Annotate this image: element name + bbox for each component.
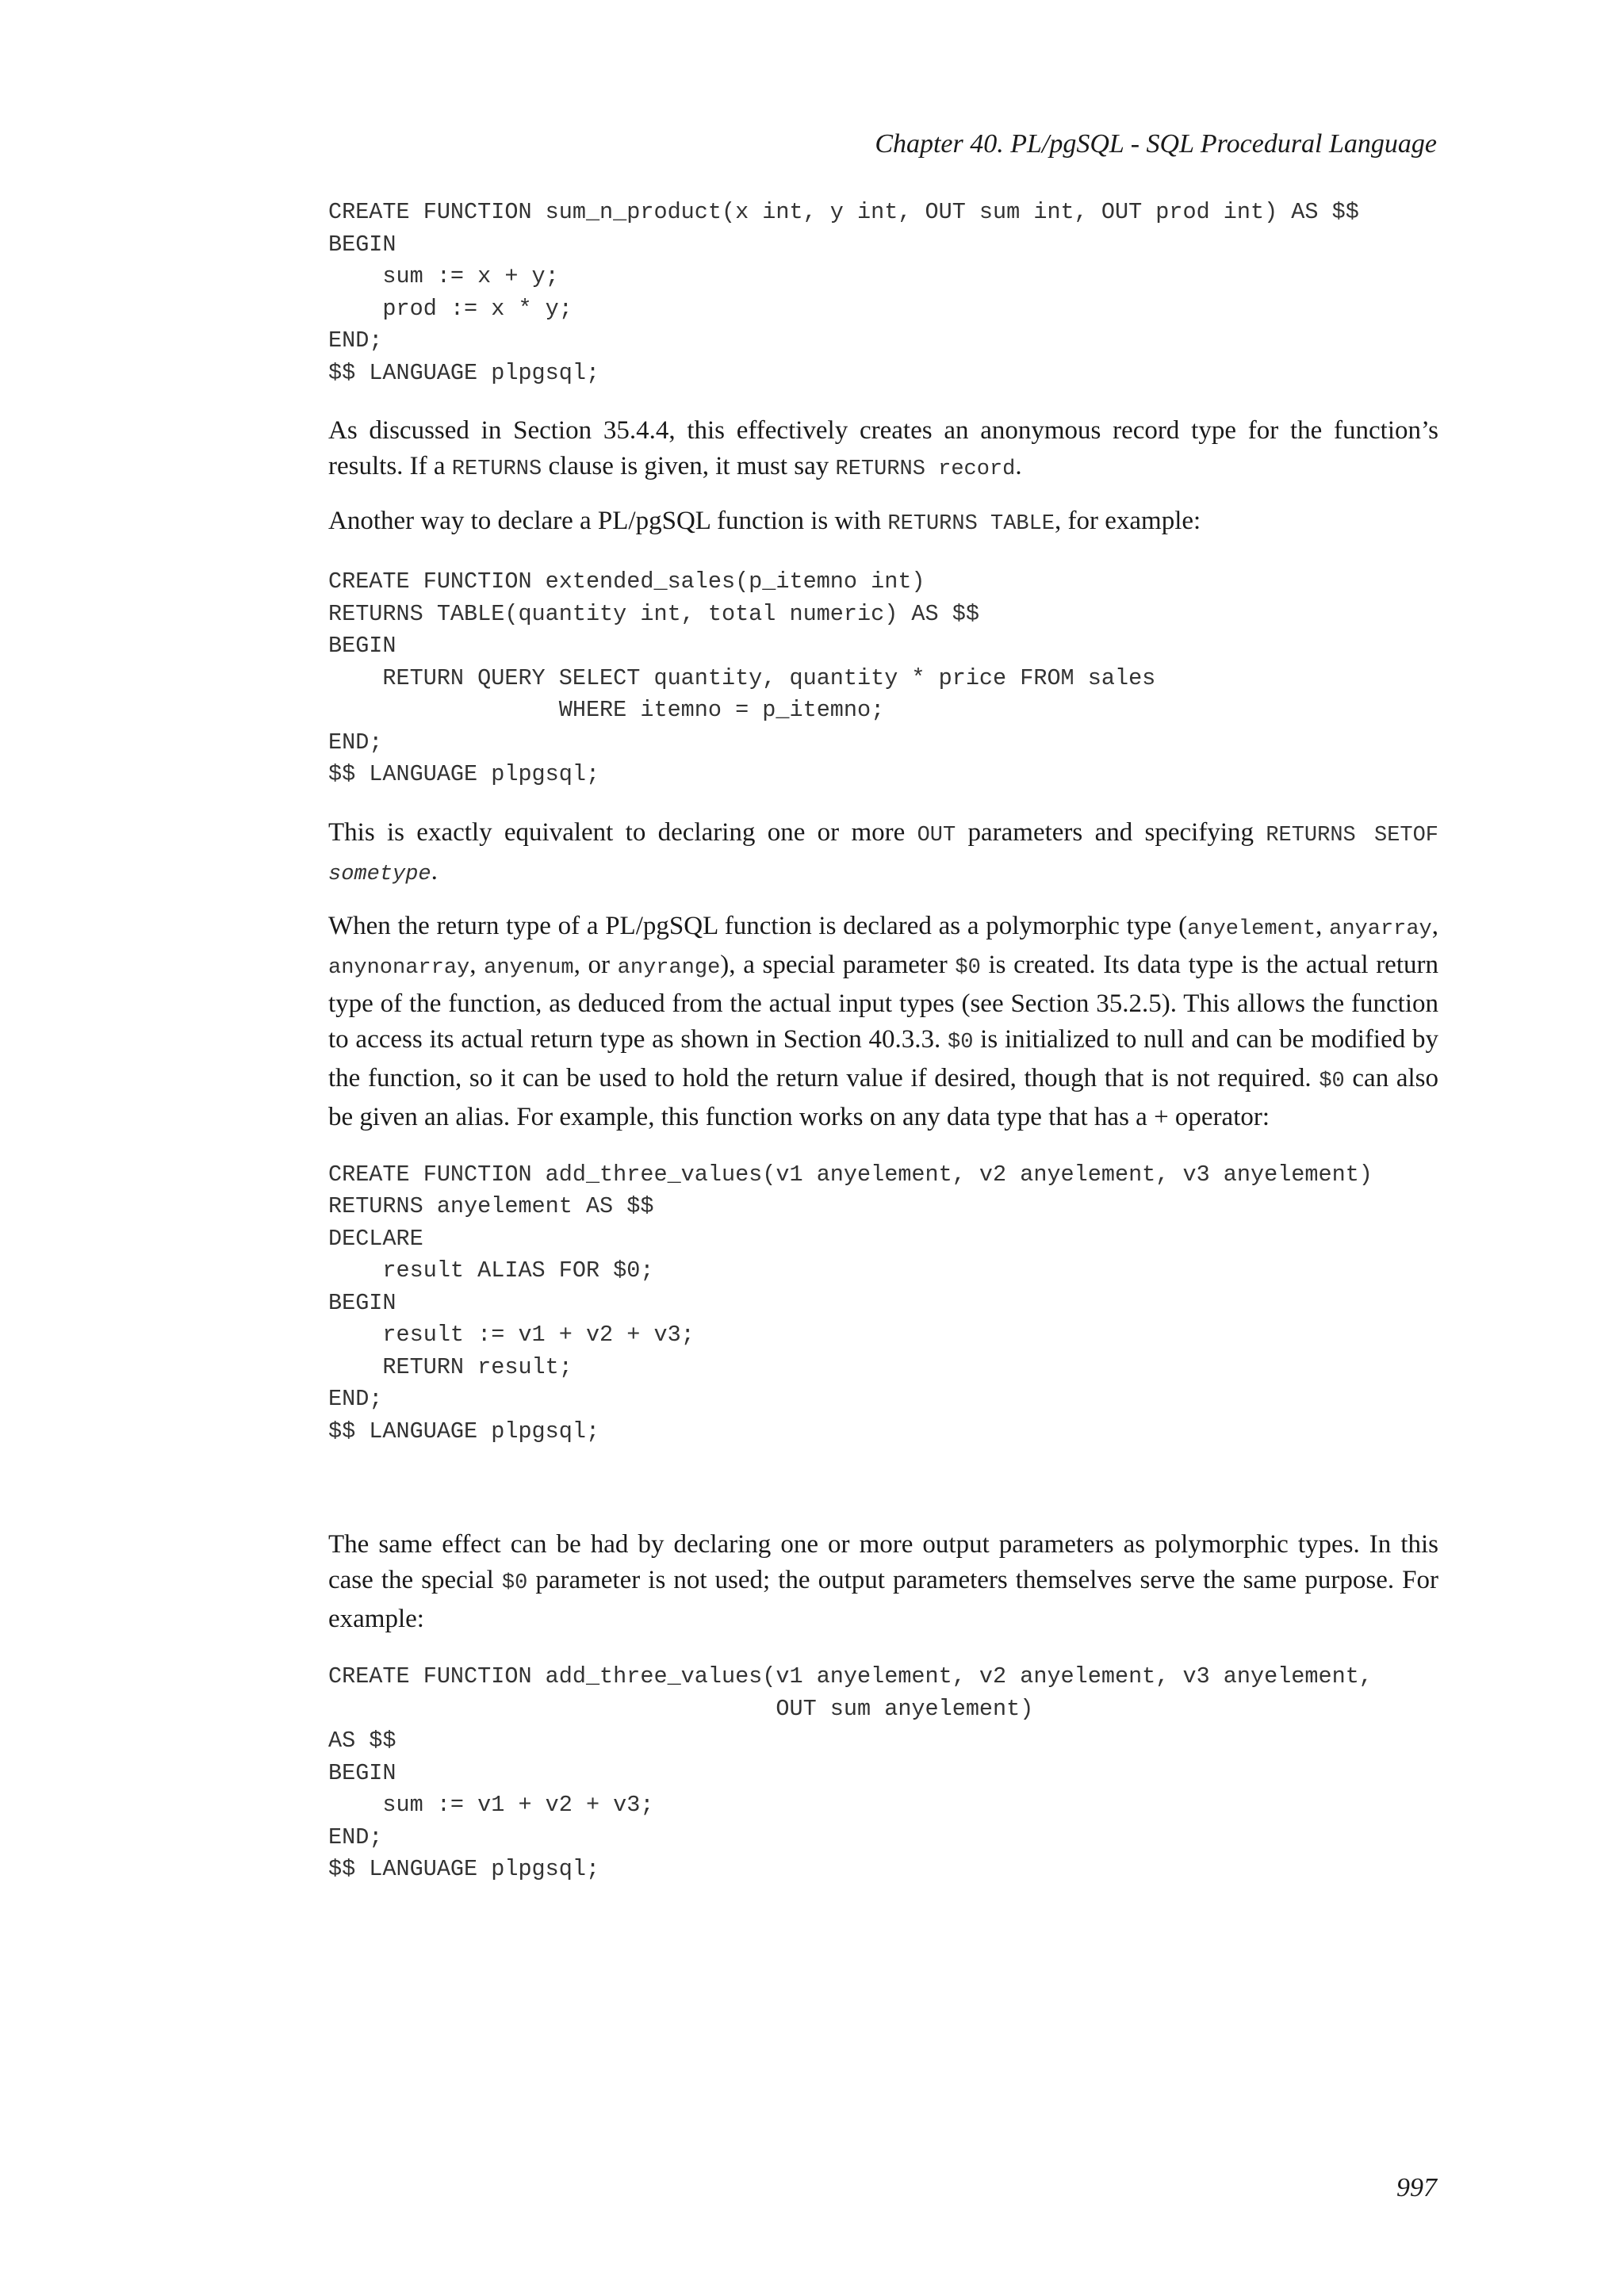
text-run: Another way to declare a PL/pgSQL function is with xyxy=(328,507,888,535)
paragraph-anonymous-record xyxy=(328,413,1438,488)
text-run: The same effect can be had by declaring one or more output parameters as polymorphic types. In this case the special xyxy=(328,1530,1438,1594)
page-number: 997 xyxy=(1396,2173,1437,2202)
code-block-sum-n-product: CREATE FUNCTION sum_n_product(x int, y int, OUT sum int, OUT prod int) AS $$ BEGIN sum := x + y; prod := x * y; END; $$ LANGUAGE plpgsql; xyxy=(328,199,1359,386)
text-run: This is exactly equivalent to declaring one or more xyxy=(328,817,917,847)
paragraph-equivalent-out xyxy=(328,815,1438,893)
code-block-add-three-values-out: CREATE FUNCTION add_three_values(v1 anyelement, v2 anyelement, v3 anyelement, OUT sum anyelement) AS $$ BEGIN sum := v1 + v2 + v3; END; $$ LANGUAGE plpgsql; xyxy=(328,1663,1373,1882)
inline-code-replaceable: sometype xyxy=(328,862,431,886)
running-header: Chapter 40. PL/pgSQL - SQL Procedural Language xyxy=(875,129,1437,159)
inline-code: RETURNS SETOF xyxy=(1266,823,1439,848)
text-run: . xyxy=(1015,452,1022,480)
text-run: can also be given an alias. For example, this function works on any data type that has a + operator: xyxy=(328,1063,1439,1131)
text-run: , xyxy=(469,950,485,979)
text-run: . xyxy=(431,856,438,886)
text-run: parameters and specifying xyxy=(956,817,1266,847)
text-run: When the return type of a PL/pgSQL function is declared as a polymorphic type ( xyxy=(328,911,1188,940)
text-run: parameter is not used; the output parameters themselves serve the same purpose. For example: xyxy=(328,1566,1439,1633)
inline-code: $0 xyxy=(955,955,981,980)
inline-code: OUT xyxy=(917,823,956,848)
text-run: , xyxy=(1431,911,1439,940)
code-block-extended-sales: CREATE FUNCTION extended_sales(p_itemno int) RETURNS TABLE(quantity int, total numeric) AS $$ BEGIN RETURN QUERY SELECT quantity, quantity * price FROM sales WHERE itemno = p_itemno; END; $$ LANGUAGE plpgsql; xyxy=(328,568,1156,787)
text-run: clause is given, it must say xyxy=(542,452,836,480)
text-run: ), a special parameter xyxy=(720,950,956,979)
inline-code: anyrange xyxy=(617,955,721,980)
page-content xyxy=(328,197,1438,1886)
inline-code: anyenum xyxy=(484,955,574,980)
paragraph-output-parameters xyxy=(328,1527,1438,1637)
inline-code: anyelement xyxy=(1187,916,1316,941)
code-block-add-three-values-alias: CREATE FUNCTION add_three_values(v1 anyelement, v2 anyelement, v3 anyelement) RETURNS anyelement AS $$ DECLARE result ALIAS FOR $0; BEGIN result := v1 + v2 + v3; RETURN result; END; $$ LANGUAGE plpgsql; xyxy=(328,1161,1373,1445)
inline-code: anyarray xyxy=(1329,916,1432,941)
inline-code: RETURNS record xyxy=(835,457,1016,481)
inline-code: RETURNS xyxy=(451,457,542,481)
inline-code: RETURNS TABLE xyxy=(887,512,1055,536)
text-run: is initialized to null and can be modified by the function, so it can be used to hold the return value if desired, though that is not required. xyxy=(328,1024,1438,1093)
text-run: , for example: xyxy=(1055,507,1201,535)
paragraph-polymorphic-return xyxy=(328,909,1438,1135)
text-run: As discussed in Section 35.4.4, this effectively creates an anonymous record type for the function’s results. If a xyxy=(328,416,1438,480)
text-run: , or xyxy=(573,950,618,979)
inline-code: anynonarray xyxy=(328,955,470,980)
inline-code: $0 xyxy=(1319,1069,1345,1093)
paragraph-returns-table xyxy=(328,503,1438,542)
inline-code: $0 xyxy=(501,1571,528,1595)
inline-code: $0 xyxy=(948,1030,974,1054)
text-run: , xyxy=(1316,911,1330,940)
text-run: is created. Its data type is the actual return type of the function, as deduced from the actual input types (see Section 35.2.5). This allows the function to access its actual return type as shown in Section 40.3.3. xyxy=(328,950,1438,1054)
